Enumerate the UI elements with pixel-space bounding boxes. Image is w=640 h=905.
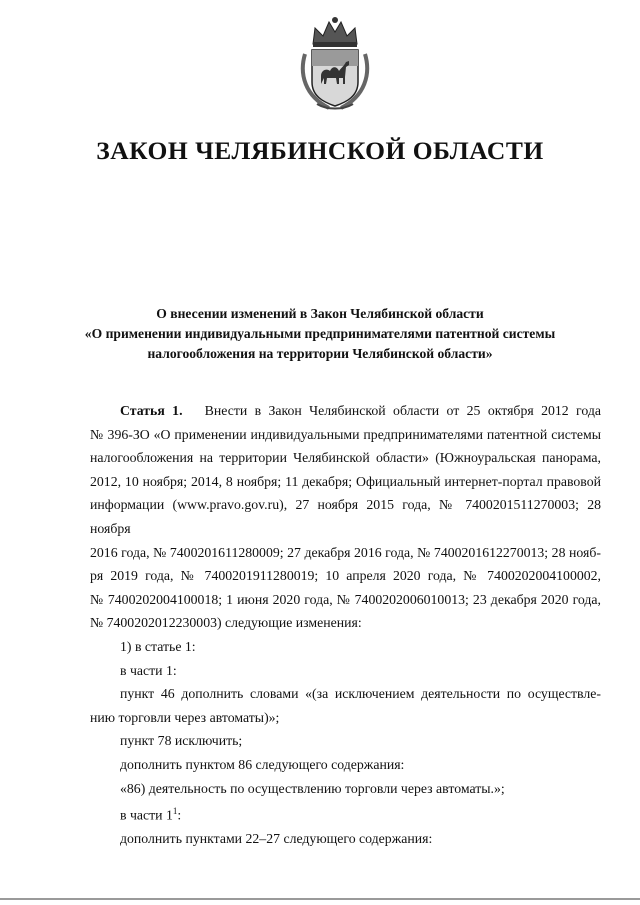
article-line: 2012, 10 ноября; 2014, 8 ноября; 11 декабря; Официальный интернет-портал правовой	[90, 473, 601, 489]
list-item	[90, 800, 601, 827]
law-subtitle	[60, 304, 580, 364]
article-line: 2016 года, № 7400201611280009; 27 декабря 2016 года, № 7400201612270013; 28 нояб-	[90, 544, 601, 560]
list-item: пункт 78 исключить;	[120, 733, 243, 749]
article-line: № 396-ЗО «О применении индивидуальными предпринимателями патентной системы	[90, 426, 601, 442]
article-line: ря 2019 года, № 7400201911280019; 10 апреля 2020 года, № 7400202004100002,	[90, 568, 601, 584]
subtitle-line: О внесении изменений в Закон Челябинской области	[156, 306, 484, 321]
list-item-colon: :	[177, 807, 182, 823]
subtitle-line: налогообложения на территории Челябинской области»	[147, 346, 493, 361]
article-first-text: Внести в Закон Челябинской области от 25 октября 2012 года	[204, 403, 601, 418]
list-item: 1) в статье 1:	[120, 638, 196, 654]
superscript: 1	[172, 806, 178, 817]
list-item: «86) деятельность по осуществлению торговли через автоматы.»;	[120, 780, 505, 796]
article-body	[90, 399, 601, 851]
subtitle-line: «О применении индивидуальными предпринимателями патентной системы	[84, 326, 556, 341]
list-item-continuation: нию торговли через автоматы)»;	[90, 709, 280, 725]
coat-of-arms-icon	[299, 14, 371, 112]
article-line: информации (www.pravo.gov.ru), 27 ноября 2015 года, № 7400201511270003; 28 ноября	[90, 497, 601, 536]
article-line: налогообложения на территории Челябинской области» (Южноуральская панорама,	[90, 450, 601, 466]
list-item: в части 1:	[120, 662, 177, 678]
article-line: № 7400202004100018; 1 июня 2020 года, № 7400202006010013; 23 декабря 2020 года,	[90, 591, 601, 607]
list-item: дополнить пунктом 86 следующего содержания:	[120, 756, 405, 772]
article-first-line	[90, 399, 601, 423]
list-item-text: в части 1	[120, 807, 173, 823]
law-title: ЗАКОН ЧЕЛЯБИНСКОЙ ОБЛАСТИ	[96, 136, 544, 165]
page-bottom-edge	[0, 898, 640, 900]
article-label: Статья 1.	[120, 403, 183, 418]
list-item: дополнить пунктами 22–27 следующего содержания:	[120, 831, 433, 847]
article-line: № 7400202012230003) следующие изменения:	[90, 615, 362, 631]
list-item: пункт 46 дополнить словами «(за исключением деятельности по осуществле-	[120, 686, 601, 702]
